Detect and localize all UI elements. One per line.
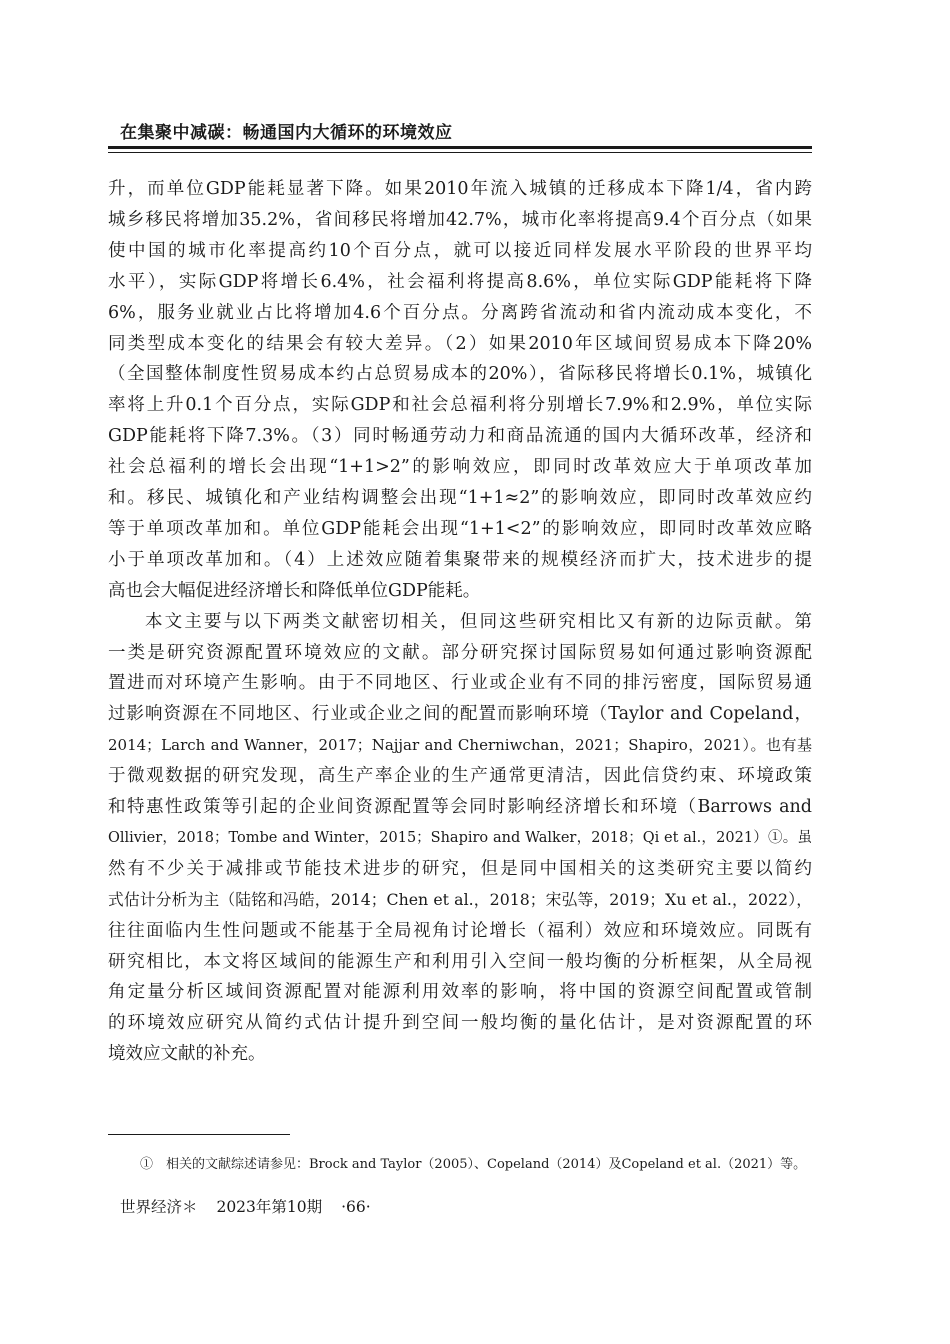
- body-line: 置进而对环境产生影响。由于不同地区、行业或企业有不同的排污密度，国际贸易通: [108, 673, 812, 693]
- body-line: 社会总福利的增长会出现“1+1>2”的影响效应，即同时改革效应大于单项改革加: [108, 457, 812, 477]
- body-line: 升，而单位GDP能耗显著下降。如果2010年流入城镇的迁移成本下降1/4，省内跨: [108, 179, 812, 199]
- body-line: （全国整体制度性贸易成本约占总贸易成本的20%），省际移民将增长0.1%，城镇化: [108, 364, 812, 384]
- footnote: ① 相关的文献综述请参见：Brock and Taylor（2005）、Copeland（2014）及Copeland et al.（2021）等。: [140, 1157, 807, 1172]
- page-number: ·66·: [341, 1198, 371, 1216]
- body-line: 然有不少关于减排或节能技术进步的研究，但是同中国相关的这类研究主要以简约: [108, 859, 812, 879]
- body-line: 往往面临内生性问题或不能基于全局视角讨论增长（福利）效应和环境效应。同既有: [108, 921, 812, 941]
- journal-name: 世界经济＊: [120, 1198, 198, 1216]
- body-line: 城乡移民将增加35.2%，省间移民将增加42.7%，城市化率将提高9.4个百分点（如果: [108, 210, 812, 230]
- issue-label: 2023年第10期: [216, 1198, 323, 1216]
- body-line: 和特惠性政策等引起的企业间资源配置等会同时影响经济增长和环境（Barrows and: [108, 797, 812, 817]
- page-footer: [120, 1196, 385, 1218]
- body-line: 小于单项改革加和。（4）上述效应随着集聚带来的规模经济而扩大，技术进步的提: [108, 550, 812, 570]
- body-line: 本文主要与以下两类文献密切相关，但同这些研究相比又有新的边际贡献。第: [145, 612, 812, 632]
- body-line: 水平），实际GDP将增长6.4%，社会福利将提高8.6%，单位实际GDP能耗将下降: [108, 272, 812, 292]
- body-line: 和。移民、城镇化和产业结构调整会出现“1+1≈2”的影响效应，即同时改革效应约: [108, 488, 812, 508]
- body-line: 一类是研究资源配置环境效应的文献。部分研究探讨国际贸易如何通过影响资源配: [108, 643, 812, 663]
- body-line: 的环境效应研究从简约式估计提升到空间一般均衡的量化估计，是对资源配置的环: [108, 1013, 812, 1033]
- body-line: 境效应文献的补充。: [108, 1044, 266, 1064]
- header-rule: [108, 146, 812, 149]
- footnote-rule: [108, 1134, 290, 1135]
- body-line: 过影响资源在不同地区、行业或企业之间的配置而影响环境（Taylor and Copeland，: [108, 704, 812, 724]
- body-line: 2014；Larch and Wanner，2017；Najjar and Cherniwchan，2021；Shapiro，2021）。也有基: [108, 736, 812, 754]
- body-line: GDP能耗将下降7.3%。（3）同时畅通劳动力和商品流通的国内大循环改革，经济和: [108, 426, 812, 446]
- body-line: 6%，服务业就业占比将增加4.6个百分点。分离跨省流动和省内流动成本变化，不: [108, 303, 812, 323]
- body-line: 高也会大幅促进经济增长和降低单位GDP能耗。: [108, 581, 481, 601]
- running-title: 在集聚中减碳：畅通国内大循环的环境效应: [120, 123, 453, 143]
- body-line: 于微观数据的研究发现，高生产率企业的生产通常更清洁，因此信贷约束、环境政策: [108, 766, 812, 786]
- body-line: Ollivier，2018；Tombe and Winter，2015；Shapiro and Walker，2018；Qi et al.，2021）①。虽: [108, 830, 812, 846]
- body-line: 等于单项改革加和。单位GDP能耗会出现“1+1<2”的影响效应，即同时改革效应略: [108, 519, 812, 539]
- body-line: 率将上升0.1个百分点，实际GDP和社会总福利将分别增长7.9%和2.9%，单位实际: [108, 395, 812, 415]
- body-line: 使中国的城市化率提高约10个百分点，就可以接近同样发展水平阶段的世界平均: [108, 241, 812, 261]
- body-line: 研究相比，本文将区域间的能源生产和利用引入空间一般均衡的分析框架，从全局视: [108, 952, 812, 972]
- body-line: 式估计分析为主（陆铭和冯皓，2014；Chen et al.，2018；宋弘等，2019；Xu et al.，2022），: [108, 890, 812, 909]
- body-line: 同类型成本变化的结果会有较大差异。（2）如果2010年区域间贸易成本下降20%: [108, 334, 812, 354]
- body-line: 角定量分析区域间资源配置对能源利用效率的影响，将中国的资源空间配置或管制: [108, 982, 812, 1002]
- header-rule-thin: [108, 152, 812, 153]
